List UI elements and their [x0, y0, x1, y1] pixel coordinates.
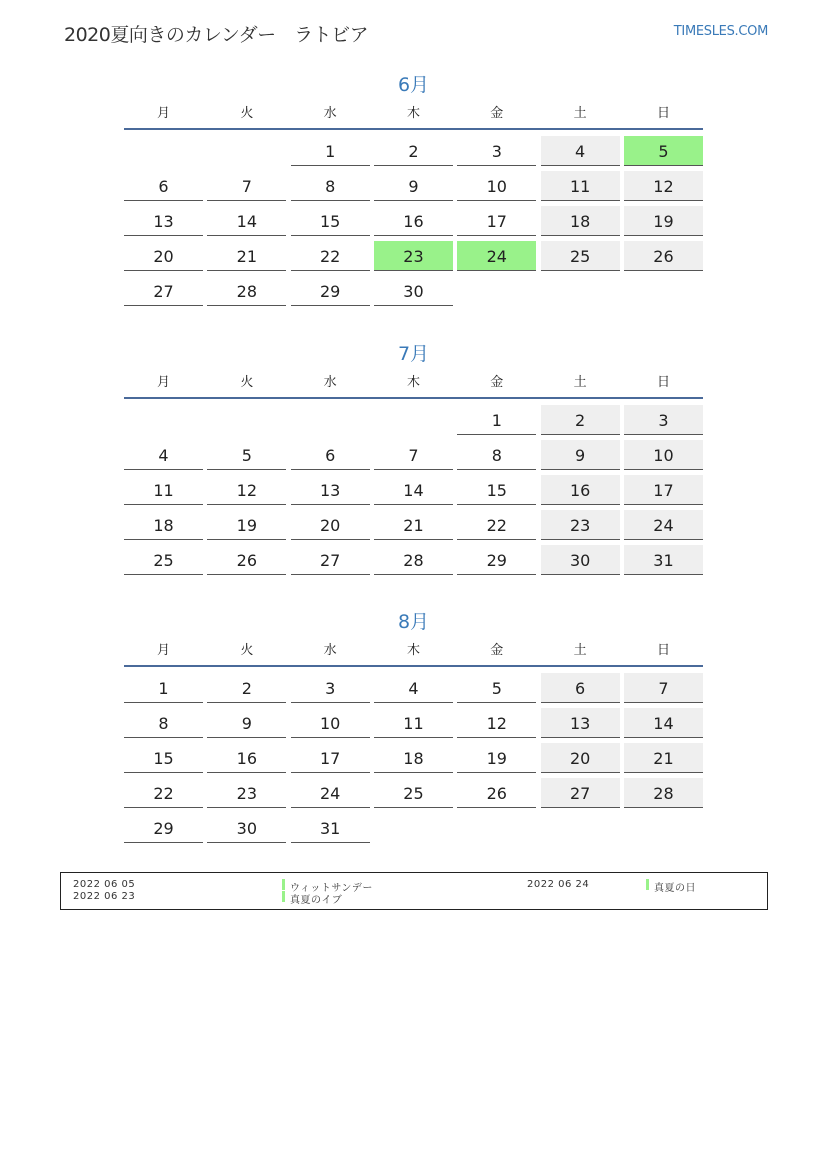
day-cell: 14 — [207, 206, 286, 236]
day-cell: 1 — [124, 673, 203, 703]
day-cell: 8 — [291, 171, 370, 201]
day-cell: 16 — [374, 206, 453, 236]
empty-cell — [124, 136, 203, 166]
day-cell: 4 — [541, 136, 620, 166]
day-cell: 17 — [624, 475, 703, 505]
day-cell: 17 — [457, 206, 536, 236]
day-cell: 18 — [541, 206, 620, 236]
day-cell: 19 — [207, 510, 286, 540]
holiday-cell: 5 — [624, 136, 703, 166]
day-cell: 15 — [457, 475, 536, 505]
site-link[interactable]: TIMESLES.COM — [673, 24, 768, 39]
day-cell: 1 — [457, 405, 536, 435]
holiday-cell: 24 — [457, 241, 536, 271]
day-cell: 24 — [291, 778, 370, 808]
day-cell: 11 — [541, 171, 620, 201]
day-cell: 18 — [124, 510, 203, 540]
day-cell: 16 — [541, 475, 620, 505]
weekday-label: 日 — [656, 642, 670, 658]
empty-cell — [207, 136, 286, 166]
day-cell: 22 — [457, 510, 536, 540]
day-cell: 6 — [124, 171, 203, 201]
day-cell: 29 — [457, 545, 536, 575]
day-cell: 2 — [541, 405, 620, 435]
weekday-header — [124, 369, 703, 391]
day-cell: 9 — [541, 440, 620, 470]
day-cell: 9 — [374, 171, 453, 201]
empty-cell — [374, 405, 453, 435]
holiday-color-marker — [282, 879, 285, 890]
day-grid — [124, 136, 703, 306]
day-cell: 30 — [207, 813, 286, 843]
day-cell: 22 — [291, 241, 370, 271]
day-cell: 7 — [624, 673, 703, 703]
day-cell: 27 — [291, 545, 370, 575]
day-cell: 28 — [374, 545, 453, 575]
weekday-label: 火 — [240, 374, 254, 390]
day-cell: 27 — [124, 276, 203, 306]
holiday-color-marker — [282, 891, 285, 902]
day-cell: 7 — [207, 171, 286, 201]
day-cell: 16 — [207, 743, 286, 773]
day-cell: 3 — [624, 405, 703, 435]
day-cell: 26 — [457, 778, 536, 808]
day-cell: 14 — [374, 475, 453, 505]
month-title: 7月 — [397, 343, 430, 365]
weekday-header — [124, 637, 703, 659]
empty-cell — [124, 405, 203, 435]
day-cell: 28 — [624, 778, 703, 808]
weekday-header — [124, 100, 703, 122]
header-divider — [124, 665, 703, 667]
weekday-label: 木 — [406, 374, 420, 390]
holiday-legend — [60, 872, 768, 910]
day-cell: 4 — [124, 440, 203, 470]
day-cell: 11 — [124, 475, 203, 505]
weekday-label: 火 — [240, 105, 254, 121]
day-cell: 12 — [207, 475, 286, 505]
day-cell: 27 — [541, 778, 620, 808]
weekday-label: 日 — [656, 374, 670, 390]
day-cell: 13 — [291, 475, 370, 505]
header-divider — [124, 397, 703, 399]
month-calendar — [124, 339, 703, 575]
day-cell: 5 — [457, 673, 536, 703]
day-cell: 12 — [457, 708, 536, 738]
day-cell: 31 — [624, 545, 703, 575]
day-cell: 3 — [457, 136, 536, 166]
day-cell: 18 — [374, 743, 453, 773]
day-cell: 20 — [291, 510, 370, 540]
day-cell: 15 — [124, 743, 203, 773]
day-cell: 10 — [457, 171, 536, 201]
weekday-label: 月 — [156, 374, 170, 390]
day-cell: 28 — [207, 276, 286, 306]
day-cell: 13 — [541, 708, 620, 738]
day-cell: 6 — [291, 440, 370, 470]
month-title: 8月 — [397, 611, 430, 633]
day-cell: 12 — [624, 171, 703, 201]
empty-cell — [291, 405, 370, 435]
weekday-label: 木 — [406, 105, 420, 121]
legend-date: 2022 06 23 — [73, 891, 136, 902]
day-cell: 23 — [207, 778, 286, 808]
holiday-color-marker — [646, 879, 649, 890]
day-grid — [124, 405, 703, 575]
day-cell: 2 — [207, 673, 286, 703]
weekday-label: 日 — [656, 105, 670, 121]
day-cell: 29 — [291, 276, 370, 306]
day-cell: 13 — [124, 206, 203, 236]
day-cell: 22 — [124, 778, 203, 808]
legend-holiday-name: 真夏の日 — [654, 883, 696, 894]
day-grid — [124, 673, 703, 843]
weekday-label: 水 — [323, 374, 337, 390]
day-cell: 11 — [374, 708, 453, 738]
day-cell: 1 — [291, 136, 370, 166]
day-cell: 21 — [207, 241, 286, 271]
header-divider — [124, 128, 703, 130]
day-cell: 20 — [541, 743, 620, 773]
day-cell: 19 — [624, 206, 703, 236]
legend-holiday-name: 真夏のイブ — [290, 895, 343, 906]
weekday-label: 土 — [573, 642, 587, 658]
legend-date: 2022 06 24 — [527, 879, 590, 890]
holiday-cell: 23 — [374, 241, 453, 271]
day-cell: 21 — [374, 510, 453, 540]
weekday-label: 木 — [406, 642, 420, 658]
day-cell: 9 — [207, 708, 286, 738]
day-cell: 30 — [541, 545, 620, 575]
day-cell: 2 — [374, 136, 453, 166]
legend-date: 2022 06 05 — [73, 879, 136, 890]
day-cell: 23 — [541, 510, 620, 540]
weekday-label: 水 — [323, 642, 337, 658]
weekday-label: 土 — [573, 105, 587, 121]
day-cell: 10 — [624, 440, 703, 470]
month-calendar — [124, 607, 703, 843]
day-cell: 31 — [291, 813, 370, 843]
weekday-label: 土 — [573, 374, 587, 390]
day-cell: 25 — [541, 241, 620, 271]
weekday-label: 金 — [490, 642, 504, 658]
day-cell: 8 — [457, 440, 536, 470]
day-cell: 14 — [624, 708, 703, 738]
day-cell: 17 — [291, 743, 370, 773]
weekday-label: 水 — [323, 105, 337, 121]
legend-holiday-name: ウィットサンデー — [290, 883, 373, 894]
day-cell: 20 — [124, 241, 203, 271]
day-cell: 8 — [124, 708, 203, 738]
day-cell: 7 — [374, 440, 453, 470]
weekday-label: 金 — [490, 374, 504, 390]
day-cell: 6 — [541, 673, 620, 703]
day-cell: 4 — [374, 673, 453, 703]
day-cell: 10 — [291, 708, 370, 738]
day-cell: 25 — [124, 545, 203, 575]
day-cell: 15 — [291, 206, 370, 236]
weekday-label: 火 — [240, 642, 254, 658]
weekday-label: 月 — [156, 642, 170, 658]
month-calendar — [124, 70, 703, 306]
day-cell: 26 — [624, 241, 703, 271]
day-cell: 5 — [207, 440, 286, 470]
weekday-label: 金 — [490, 105, 504, 121]
weekday-label: 月 — [156, 105, 170, 121]
day-cell: 19 — [457, 743, 536, 773]
month-title: 6月 — [397, 74, 430, 96]
day-cell: 25 — [374, 778, 453, 808]
day-cell: 29 — [124, 813, 203, 843]
day-cell: 30 — [374, 276, 453, 306]
day-cell: 3 — [291, 673, 370, 703]
day-cell: 24 — [624, 510, 703, 540]
empty-cell — [207, 405, 286, 435]
page-title: 2020夏向きのカレンダー ラトビア — [64, 24, 369, 46]
day-cell: 21 — [624, 743, 703, 773]
day-cell: 26 — [207, 545, 286, 575]
